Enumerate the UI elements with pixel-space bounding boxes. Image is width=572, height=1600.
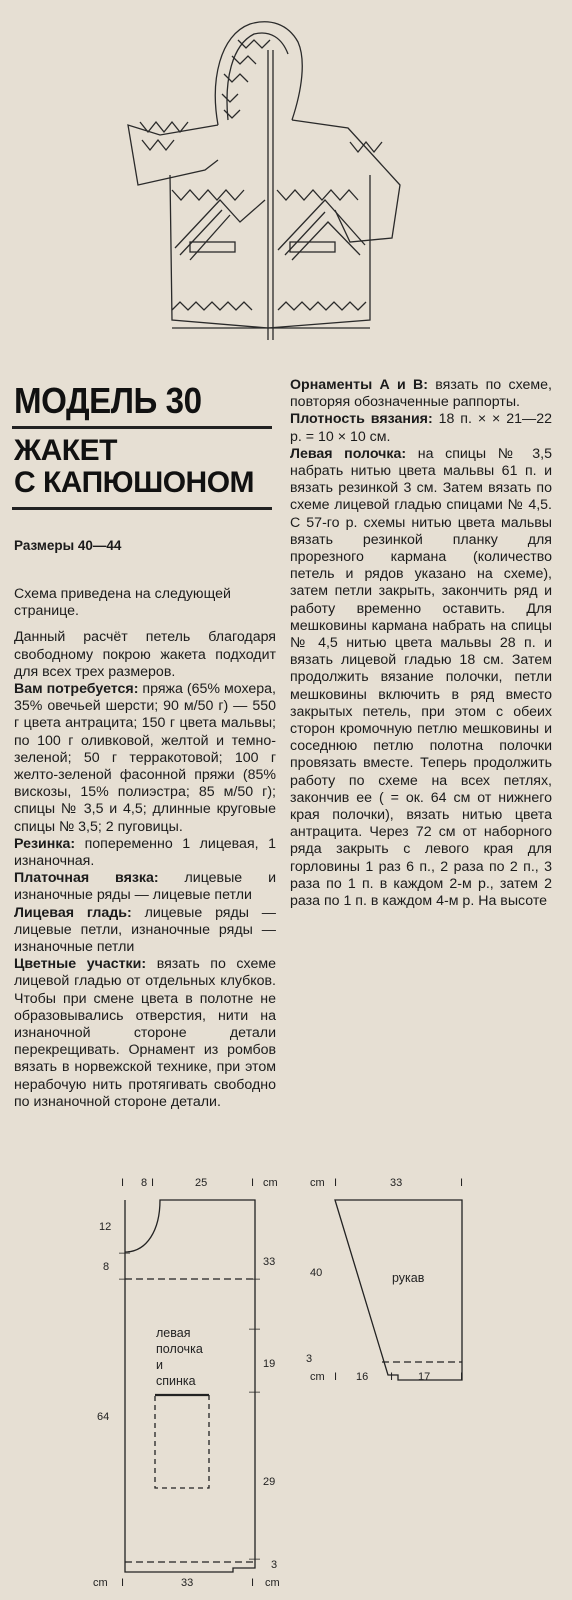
paragraph-materials: Вам потребуется: пряжа (65% мохера, 35% овечьей шерсти; 90 м/50 г) — 550 г цвета антрацита; 150 г цвета мальвы; по 100 г оливковой, желтой и темно-зеленой; 50 г терракотовой; 100 г желто-зеленой фасонной пряжи (85% вискозы, 15% полиэстра; 85 м/50 г); спицы № 3,5 и 4,5; длинные круговые спицы № 3,5; 2 пуговицы. bbox=[14, 681, 276, 835]
sleeve-outline bbox=[335, 1200, 462, 1380]
svg-text:—: — bbox=[249, 1386, 260, 1398]
dim-right-3: 3 bbox=[271, 1559, 278, 1571]
svg-text:cm: cm bbox=[263, 1177, 278, 1189]
dim-left-64: 64 bbox=[97, 1411, 110, 1423]
paragraph-ornaments: Орнаменты А и В: вязать по схеме, повторяя обозначенные раппорты. bbox=[290, 377, 552, 411]
dim-sleeve-40: 40 bbox=[310, 1267, 323, 1279]
dim-sleeve-16: 16 bbox=[356, 1371, 369, 1383]
sleeve-label: рукав bbox=[392, 1271, 425, 1285]
title-rule-bottom bbox=[12, 507, 272, 510]
paragraph-gauge: Плотность вязания: 18 п. × × 21—22 р. = 10 × 10 см. bbox=[290, 411, 552, 445]
dim-top-8: 8 bbox=[141, 1177, 148, 1189]
svg-text:спинка: спинка bbox=[156, 1374, 196, 1388]
paragraph: Данный расчёт петель благодаря свободному покрою жакета подходит для всех трех размеров. bbox=[14, 629, 276, 680]
svg-text:полочка: полочка bbox=[156, 1342, 203, 1356]
svg-text:—: — bbox=[249, 1323, 260, 1335]
left-text-column bbox=[14, 586, 276, 1111]
svg-text:I: I bbox=[460, 1177, 464, 1189]
paragraph-left-front: Левая полочка: на спицы № 3,5 набрать нитью цвета мальвы 61 п. и вязать резинкой 3 см. Затем вязать по схеме лицевой гладью спицами № 4,5. С 57-го р. схемы нитью цвета мальвы вязать резинкой планку для прорезного кармана (количество петель и рядов указано на схеме), затем петли закрыть, закончить ряд и работу временно оставить. Для мешковины кармана набрать на спицы № 4,5 нитью цвета мальвы 28 п. и вязать лицевой гладью 18 см. Затем продолжить вязание полочки, петли мешковины включить в ряд вместо закрытых петель, при этом с обеих сторон кромочную петлю мешковины и соседнюю петлю полотна полочки провязать вместе. Теперь продолжить работу по схеме на всех петлях, закончив ее ( = ок. 64 см от нижнего края полочки), вязать нитью цвета антрацита. Через 72 см от наборного ряда закрыть с левого края для горловины 1 раз 6 п., 2 раза по 2 п., 3 раза по 1 п. в каждом 2-м р., затем 2 раза по 1 п. в каждом 4-м р. На высоте bbox=[290, 445, 552, 910]
front-back-schematic bbox=[85, 1170, 300, 1595]
dim-sleeve-3: 3 bbox=[306, 1353, 313, 1365]
paragraph-garter: Платочная вязка: лицевые и изнаночные ряды — лицевые петли bbox=[14, 870, 276, 904]
dim-bottom-33: 33 bbox=[181, 1577, 194, 1589]
svg-text:I: I bbox=[251, 1177, 255, 1189]
dim-top-25: 25 bbox=[195, 1177, 208, 1189]
dim-right-29: 29 bbox=[263, 1476, 276, 1488]
dim-sleeve-17: 17 bbox=[418, 1371, 431, 1383]
dim-right-33: 33 bbox=[263, 1256, 276, 1268]
svg-text:—: — bbox=[119, 1247, 130, 1259]
title-line-1: ЖАКЕТ bbox=[14, 434, 117, 467]
svg-text:I: I bbox=[460, 1371, 464, 1383]
svg-text:I: I bbox=[334, 1371, 338, 1383]
paragraph-stockinette: Лицевая гладь: лицевые ряды — лицевые петли, изнаночные ряды — изнаночные петли bbox=[14, 904, 276, 956]
svg-text:I: I bbox=[151, 1177, 155, 1189]
right-text-column bbox=[290, 377, 552, 910]
svg-text:—: — bbox=[249, 1273, 260, 1285]
dim-left-12: 12 bbox=[99, 1221, 112, 1233]
paragraph-colors: Цветные участки: вязать по схеме лицевой гладью от отдельных клубков. Чтобы при смене цвета в полотне не образовывались отверстия, нити на изнаночной стороне детали перекрещивать. Орнамент из ромбов вязать в норвежской технике, при этом нерабочую нить протягивать свободно по изнаночной стороне детали. bbox=[14, 956, 276, 1110]
svg-text:cm: cm bbox=[265, 1577, 280, 1589]
paragraph-rib: Резинка: попеременно 1 лицевая, 1 изнаночная. bbox=[14, 835, 276, 870]
svg-text:I: I bbox=[334, 1177, 338, 1189]
svg-text:левая: левая bbox=[156, 1326, 191, 1340]
sleeve-schematic bbox=[300, 1170, 490, 1420]
svg-text:I: I bbox=[251, 1577, 255, 1589]
svg-text:cm: cm bbox=[93, 1577, 108, 1589]
title-line-2: С КАПЮШОНОМ bbox=[14, 466, 255, 499]
svg-text:и: и bbox=[156, 1358, 163, 1372]
dim-sleeve-top-33: 33 bbox=[390, 1177, 403, 1189]
sizes-line: Размеры 40—44 bbox=[14, 538, 122, 553]
svg-text:cm: cm bbox=[310, 1371, 325, 1383]
svg-text:—: — bbox=[249, 1553, 260, 1565]
svg-text:I: I bbox=[121, 1577, 125, 1589]
svg-text:I: I bbox=[121, 1177, 125, 1189]
svg-text:I: I bbox=[390, 1371, 394, 1383]
svg-text:—: — bbox=[119, 1273, 130, 1285]
paragraph: Схема приведена на следующей странице. bbox=[14, 586, 231, 620]
dim-left-8: 8 bbox=[103, 1261, 110, 1273]
model-title: МОДЕЛЬ 30 bbox=[14, 380, 202, 421]
jacket-illustration bbox=[120, 10, 420, 355]
dim-right-19: 19 bbox=[263, 1358, 276, 1370]
title-rule-top bbox=[12, 426, 272, 429]
svg-text:cm: cm bbox=[310, 1177, 325, 1189]
